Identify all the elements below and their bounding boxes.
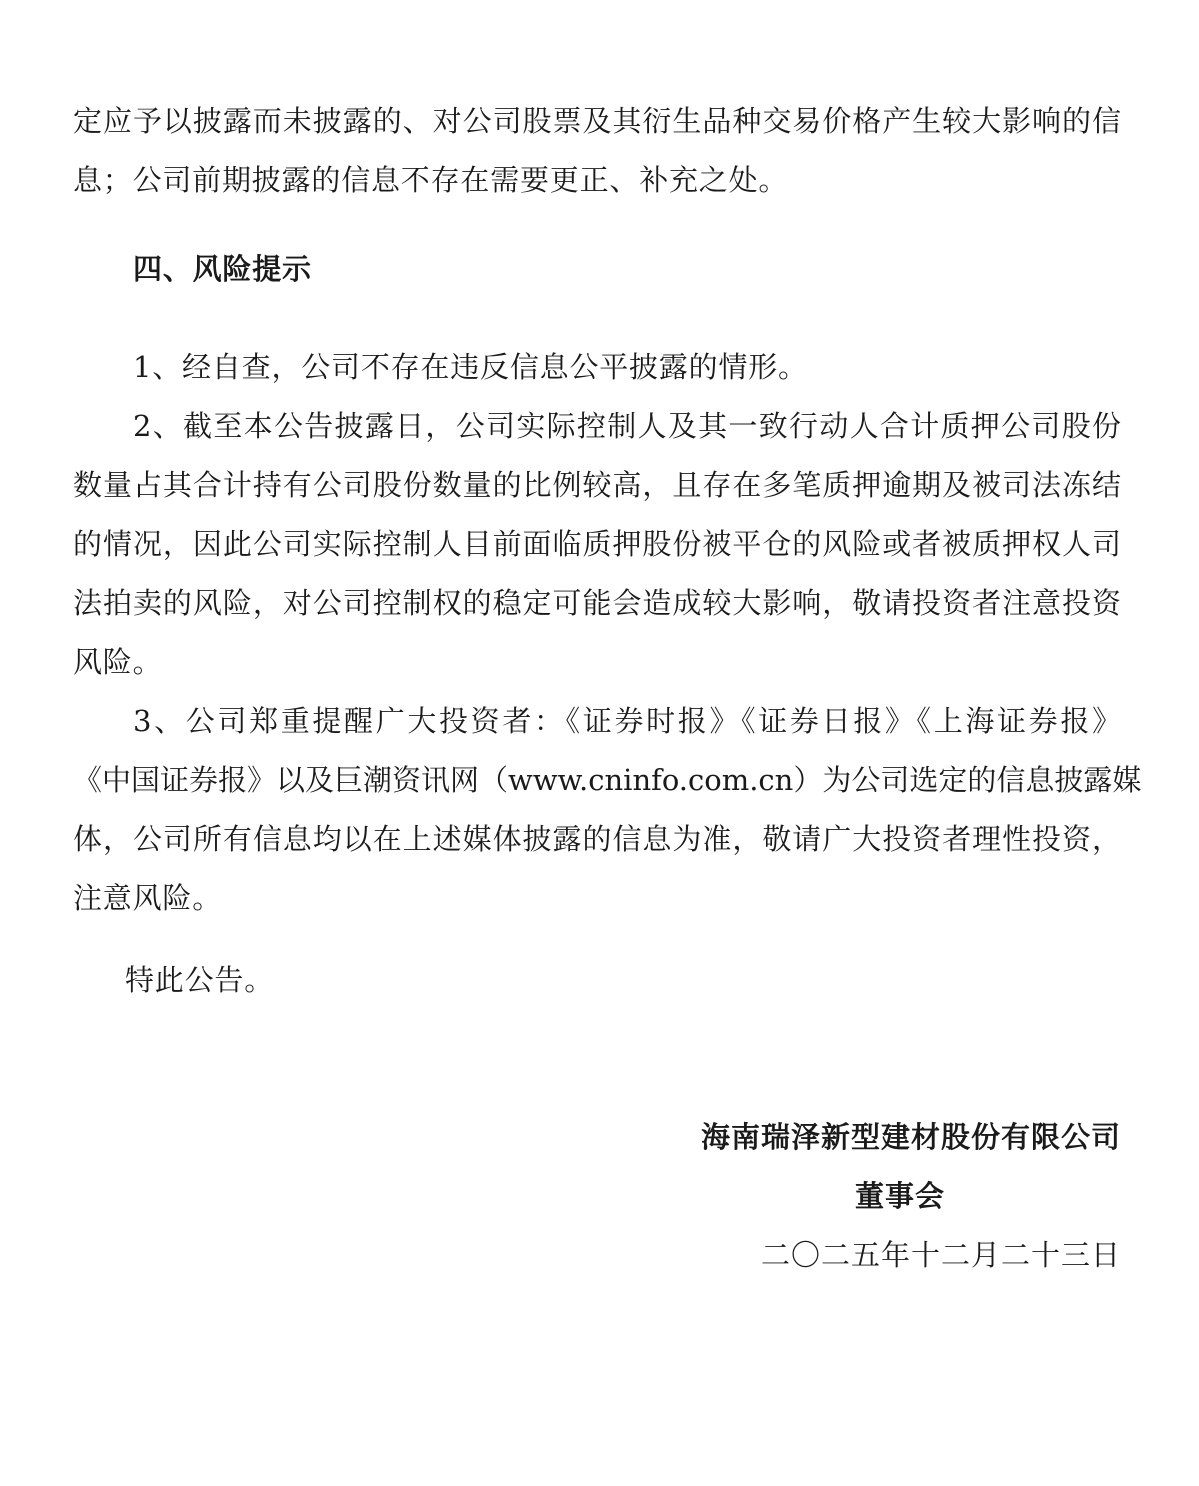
- signature-board: 董事会: [855, 1179, 946, 1213]
- paragraph-line: 定应予以披露而未披露的、对公司股票及其衍生品种交易价格产生较大影响的信: [73, 104, 1121, 138]
- risk-item-2-line: 的情况，因此公司实际控制人目前面临质押股份被平仓的风险或者被质押权人司: [73, 527, 1121, 561]
- risk-item-2-line: 数量占其合计持有公司股份数量的比例较高，且存在多笔质押逾期及被司法冻结: [73, 468, 1121, 502]
- risk-item-3-line: 3、公司郑重提醒广大投资者：《证券时报》《证券日报》《上海证券报》: [133, 704, 1121, 738]
- risk-item-3-line: 注意风险。: [73, 881, 223, 915]
- signature-date: 二〇二五年十二月二十三日: [760, 1238, 1121, 1272]
- closing-remark: 特此公告。: [125, 963, 275, 997]
- risk-item-2-line: 2、截至本公告披露日，公司实际控制人及其一致行动人合计质押公司股份: [133, 409, 1121, 443]
- risk-item-2-line: 风险。: [73, 645, 163, 679]
- signature-company: 海南瑞泽新型建材股份有限公司: [700, 1120, 1121, 1154]
- risk-item-3-line: 体，公司所有信息均以在上述媒体披露的信息为准，敬请广大投资者理性投资，: [73, 822, 1121, 856]
- section-heading-risk: 四、风险提示: [133, 252, 312, 286]
- paragraph-line: 息；公司前期披露的信息不存在需要更正、补充之处。: [73, 163, 789, 197]
- risk-item-3-line: 《中国证券报》以及巨潮资讯网（www.cninfo.com.cn）为公司选定的信息披露媒: [73, 763, 1142, 797]
- risk-item-2-line: 法拍卖的风险，对公司控制权的稳定可能会造成较大影响，敬请投资者注意投资: [73, 586, 1121, 620]
- risk-item-1: 1、经自查，公司不存在违反信息公平披露的情形。: [133, 350, 808, 384]
